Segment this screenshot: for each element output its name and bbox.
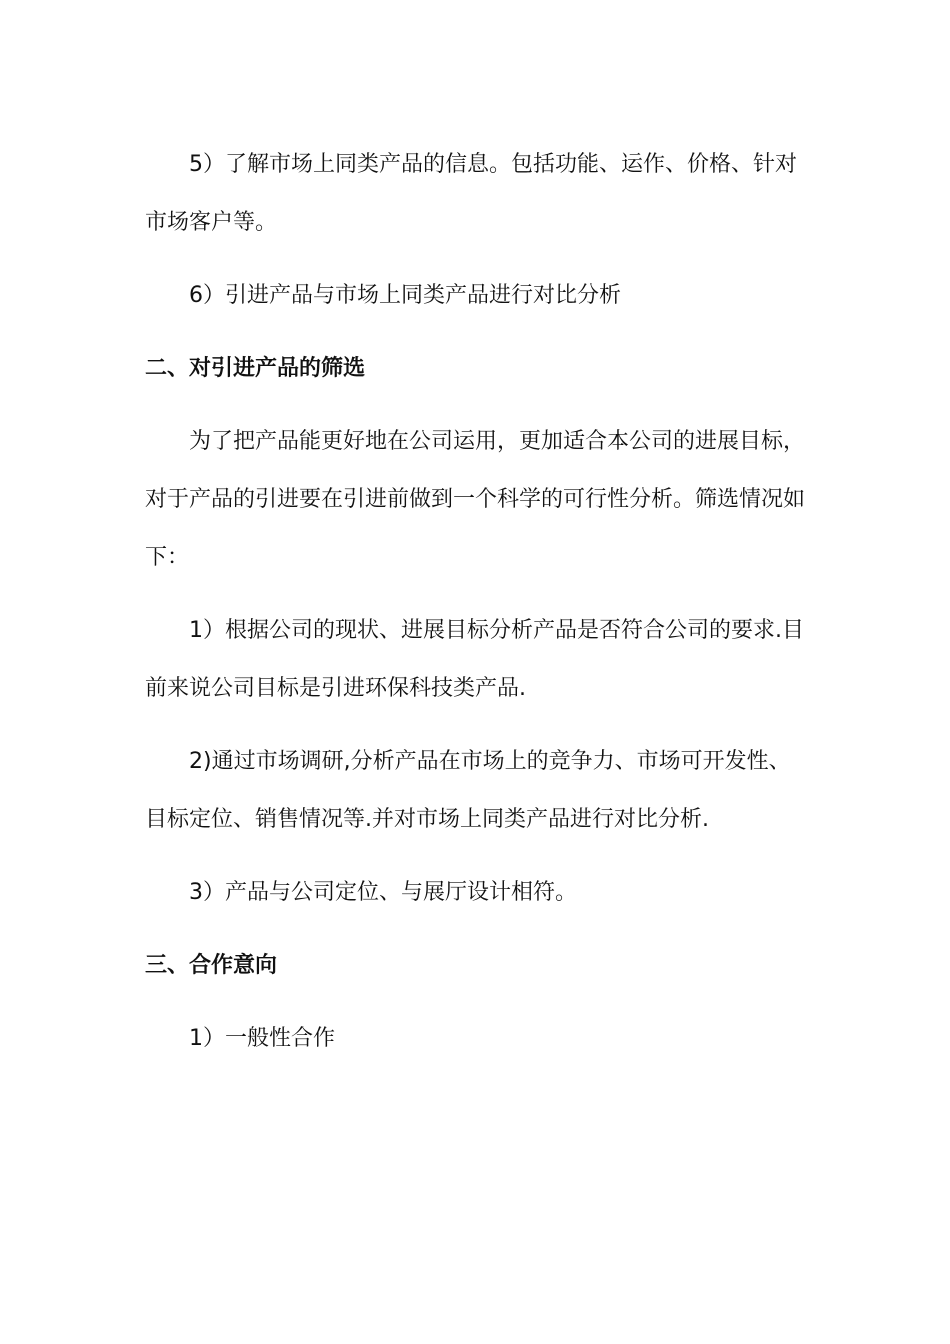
- section-heading-2: 二、对引进产品的筛选: [145, 356, 366, 381]
- paragraph-screening-1: 1）根据公司的现状、进展目标分析产品是否符合公司的要求.目前来说公司目标是引进环保科技类产品.: [145, 618, 804, 701]
- paragraph-item-6: 6）引进产品与市场上同类产品进行对比分析: [189, 283, 621, 308]
- paragraph-cooperation-1: 1）一般性合作: [189, 1026, 335, 1051]
- document-body: [145, 136, 810, 1083]
- paragraph-intro: 为了把产品能更好地在公司运用，更加适合本公司的进展目标，对于产品的引进要在引进前做到一个科学的可行性分析。筛选情况如下：: [145, 429, 806, 570]
- paragraph-screening-2: 2)通过市场调研,分析产品在市场上的竞争力、市场可开发性、目标定位、销售情况等.并对市场上同类产品进行对比分析.: [145, 749, 791, 832]
- section-heading-3: 三、合作意向: [145, 953, 278, 978]
- paragraph-item-5: 5）了解市场上同类产品的信息。包括功能、运作、价格、针对市场客户等。: [145, 152, 797, 235]
- paragraph-screening-3: 3）产品与公司定位、与展厅设计相符。: [189, 880, 577, 905]
